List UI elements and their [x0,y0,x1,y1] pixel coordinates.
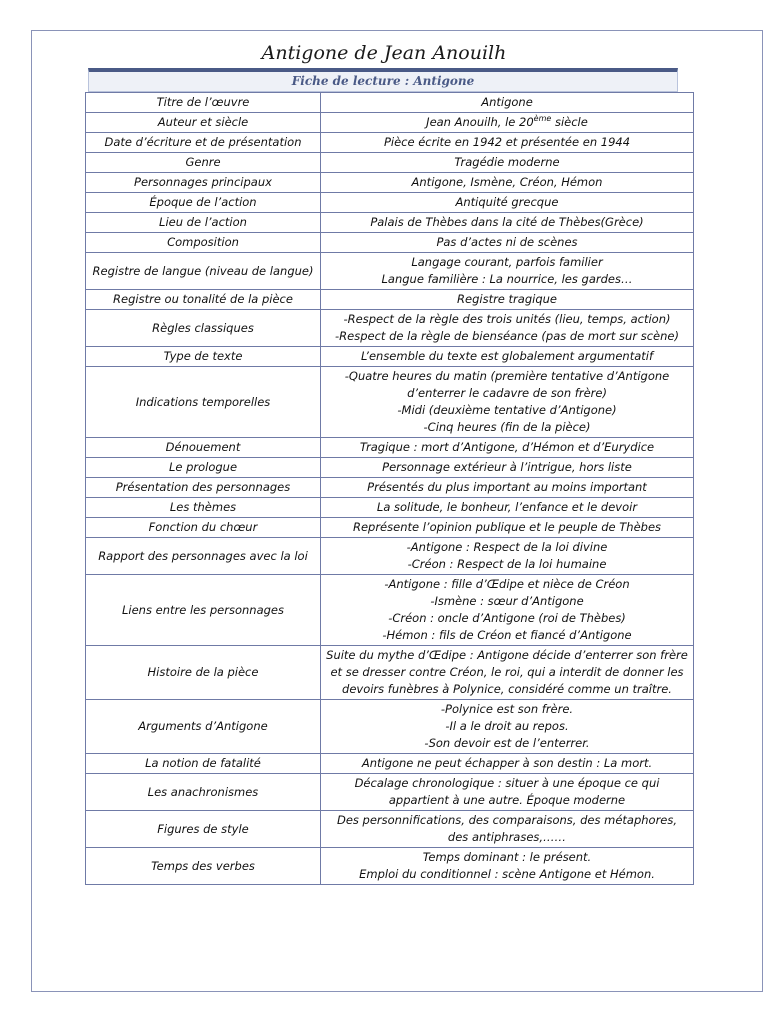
author-text: Jean Anouilh, le 20 [426,115,534,129]
table-row [86,233,694,253]
row-value: Présentés du plus important au moins important [321,478,694,498]
row-label: Les thèmes [86,498,321,518]
row-value: -Antigone : fille d’Œdipe et nièce de Créon -Ismène : sœur d’Antigone -Créon : oncle d’Antigone (roi de Thèbes) -Hémon : fils de Créon et fiancé d’Antigone [321,575,694,646]
row-label: Époque de l’action [86,193,321,213]
table-row [86,347,694,367]
row-value: Antigone [321,93,694,113]
table-row [86,113,694,133]
row-label: Date d’écriture et de présentation [86,133,321,153]
row-label: Registre ou tonalité de la pièce [86,290,321,310]
row-value: -Respect de la règle des trois unités (lieu, temps, action) -Respect de la règle de bienséance (pas de mort sur scène) [321,310,694,347]
row-label: Dénouement [86,438,321,458]
row-value: Registre tragique [321,290,694,310]
row-label: Figures de style [86,811,321,848]
row-label: Registre de langue (niveau de langue) [86,253,321,290]
row-label: Personnages principaux [86,173,321,193]
table-row [86,133,694,153]
table-row [86,848,694,885]
row-label: Fonction du chœur [86,518,321,538]
row-label: Arguments d’Antigone [86,700,321,754]
author-suffix: siècle [551,115,588,129]
table-row [86,754,694,774]
table-row [86,458,694,478]
row-label: La notion de fatalité [86,754,321,774]
row-label: Indications temporelles [86,367,321,438]
row-label: Genre [86,153,321,173]
row-label: Composition [86,233,321,253]
row-value: Des personnifications, des comparaisons, des métaphores, des antiphrases,…… [321,811,694,848]
row-value: Palais de Thèbes dans la cité de Thèbes(Grèce) [321,213,694,233]
table-row [86,700,694,754]
row-label: Temps des verbes [86,848,321,885]
table-row [86,173,694,193]
row-value: L’ensemble du texte est globalement argumentatif [321,347,694,367]
row-label: Le prologue [86,458,321,478]
document-subtitle: Fiche de lecture : Antigone [88,68,678,92]
row-value: -Antigone : Respect de la loi divine -Créon : Respect de la loi humaine [321,538,694,575]
table-row [86,93,694,113]
table-row [86,575,694,646]
row-value: Personnage extérieur à l’intrigue, hors liste [321,458,694,478]
row-value: -Polynice est son frère. -Il a le droit au repos. -Son devoir est de l’enterrer. [321,700,694,754]
row-label: Rapport des personnages avec la loi [86,538,321,575]
table-row [86,811,694,848]
table-row [86,367,694,438]
row-value: Antigone ne peut échapper à son destin : La mort. [321,754,694,774]
row-value: Suite du mythe d’Œdipe : Antigone décide d’enterrer son frère et se dresser contre Créon, le roi, qui a interdit de donner les devoirs funèbres à Polynice, considéré comme un traître. [321,646,694,700]
row-value: La solitude, le bonheur, l’enfance et le devoir [321,498,694,518]
row-value: Pièce écrite en 1942 et présentée en 1944 [321,133,694,153]
row-value-author [321,113,694,133]
row-value: Antiquité grecque [321,193,694,213]
table-row [86,478,694,498]
table-row [86,774,694,811]
row-label: Type de texte [86,347,321,367]
table-row [86,193,694,213]
row-value: Tragique : mort d’Antigone, d’Hémon et d’Eurydice [321,438,694,458]
row-label: Histoire de la pièce [86,646,321,700]
row-value: Antigone, Ismène, Créon, Hémon [321,173,694,193]
table-row [86,310,694,347]
row-value: Pas d’actes ni de scènes [321,233,694,253]
table-row [86,438,694,458]
row-label: Titre de l’œuvre [86,93,321,113]
table-row [86,518,694,538]
row-label: Règles classiques [86,310,321,347]
row-label: Auteur et siècle [86,113,321,133]
row-label: Les anachronismes [86,774,321,811]
table-row [86,646,694,700]
row-value: Représente l’opinion publique et le peuple de Thèbes [321,518,694,538]
row-value: Tragédie moderne [321,153,694,173]
row-value: Temps dominant : le présent. Emploi du conditionnel : scène Antigone et Hémon. [321,848,694,885]
table-row [86,213,694,233]
row-label: Liens entre les personnages [86,575,321,646]
row-value: Décalage chronologique : situer à une époque ce qui appartient à une autre. Époque moderne [321,774,694,811]
document-title: Antigone de Jean Anouilh [261,42,507,64]
table-row [86,498,694,518]
row-value: Langage courant, parfois familier Langue familière : La nourrice, les gardes… [321,253,694,290]
table-row [86,153,694,173]
row-label: Lieu de l’action [86,213,321,233]
table-row [86,538,694,575]
row-label: Présentation des personnages [86,478,321,498]
table-row [86,253,694,290]
author-superscript: ème [533,114,552,124]
reading-sheet-table [85,92,694,885]
row-value: -Quatre heures du matin (première tentative d’Antigone d’enterrer le cadavre de son frère) -Midi (deuxième tentative d’Antigone) -Cinq heures (fin de la pièce) [321,367,694,438]
table-row [86,290,694,310]
